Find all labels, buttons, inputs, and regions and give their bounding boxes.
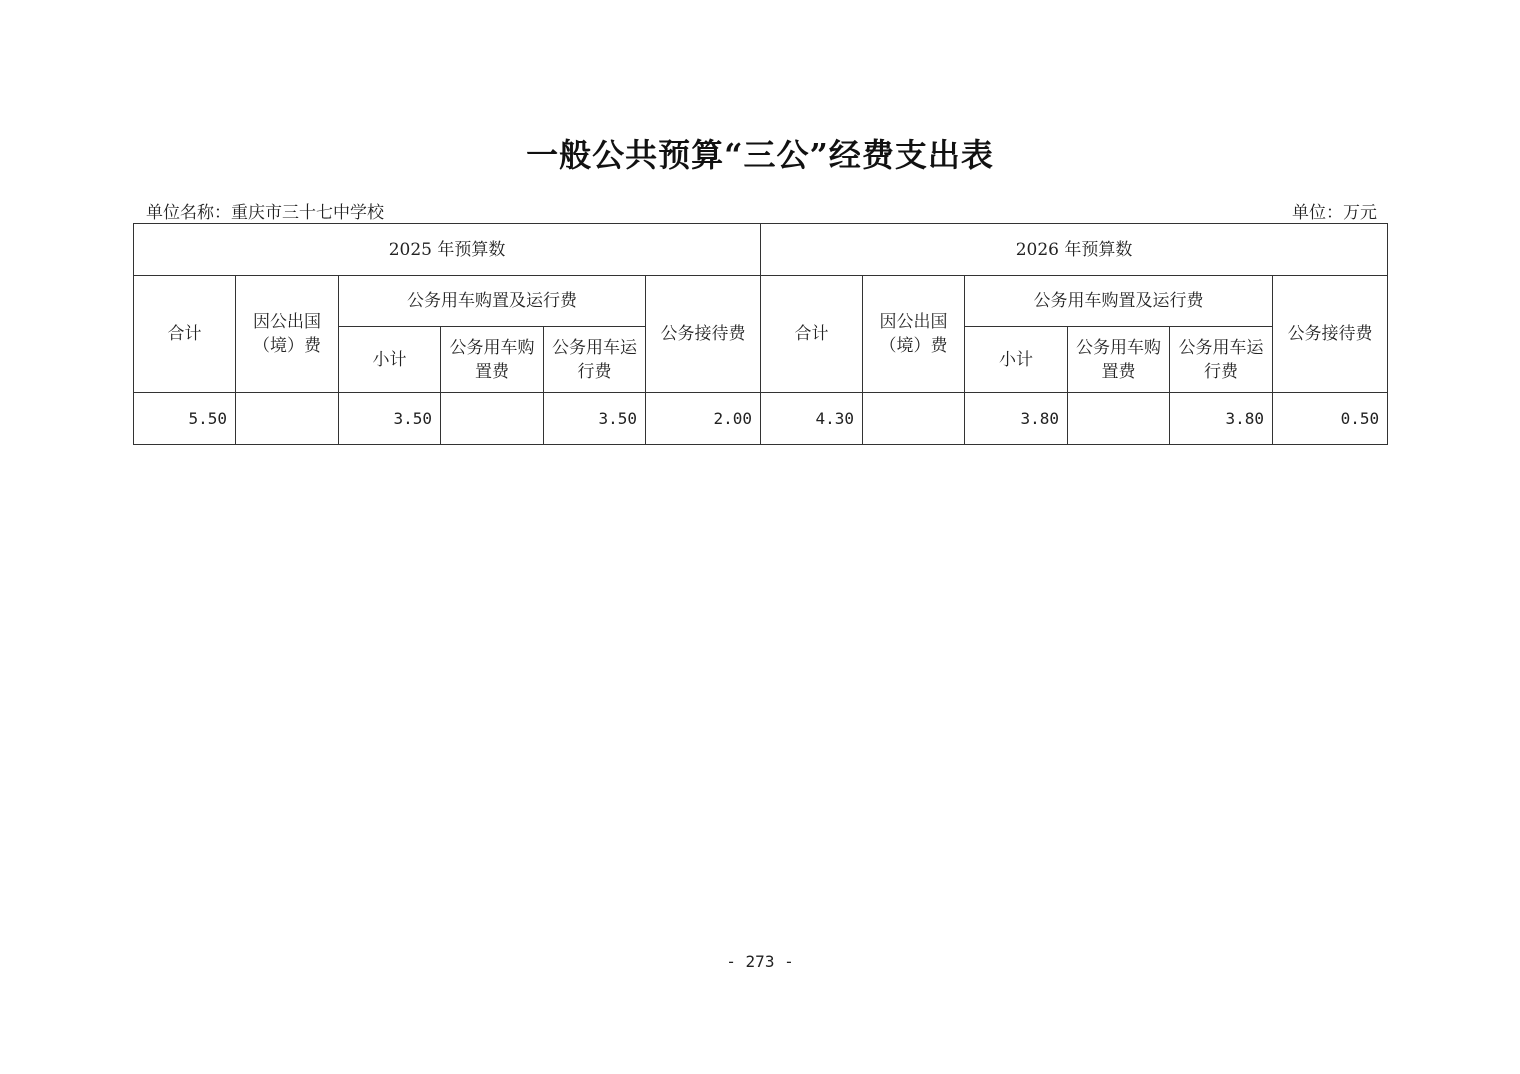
cell-total-2025: 5.50 bbox=[134, 393, 236, 445]
page-number: - 273 - bbox=[726, 952, 794, 971]
cell-abroad-2025 bbox=[236, 393, 339, 445]
cell-vehicle-operation-2026: 3.80 bbox=[1170, 393, 1273, 445]
column-header-row bbox=[134, 276, 1388, 327]
budget-table bbox=[133, 223, 1388, 445]
unit-label: 单位：万元 bbox=[1292, 203, 1377, 223]
header-reception-2026: 公务接待费 bbox=[1273, 276, 1388, 393]
header-vehicle-purchase-2026: 公务用车购置费 bbox=[1068, 327, 1170, 393]
cell-reception-2026: 0.50 bbox=[1273, 393, 1388, 445]
cell-vehicle-operation-2025: 3.50 bbox=[544, 393, 646, 445]
header-reception-2025: 公务接待费 bbox=[646, 276, 761, 393]
cell-vehicle-purchase-2025 bbox=[441, 393, 544, 445]
cell-total-2026: 4.30 bbox=[761, 393, 863, 445]
header-subtotal-2025: 小计 bbox=[339, 327, 441, 393]
header-subtotal-2026: 小计 bbox=[965, 327, 1068, 393]
cell-abroad-2026 bbox=[863, 393, 965, 445]
year-header-2025: 2025 年预算数 bbox=[134, 224, 761, 276]
header-total-2025: 合计 bbox=[134, 276, 236, 393]
header-abroad-2026: 因公出国（境）费 bbox=[863, 276, 965, 393]
cell-reception-2025: 2.00 bbox=[646, 393, 761, 445]
header-total-2026: 合计 bbox=[761, 276, 863, 393]
header-vehicle-operation-2025: 公务用车运行费 bbox=[544, 327, 646, 393]
header-abroad-2025: 因公出国（境）费 bbox=[236, 276, 339, 393]
page-title: 一般公共预算“三公”经费支出表 bbox=[526, 136, 994, 174]
year-header-2026: 2026 年预算数 bbox=[761, 224, 1388, 276]
header-vehicle-group-2025: 公务用车购置及运行费 bbox=[339, 276, 646, 327]
unit-name-label: 单位名称：重庆市三十七中学校 bbox=[146, 203, 384, 223]
header-vehicle-purchase-2025: 公务用车购置费 bbox=[441, 327, 544, 393]
year-header-row bbox=[134, 224, 1388, 276]
table-row bbox=[134, 393, 1388, 445]
cell-vehicle-purchase-2026 bbox=[1068, 393, 1170, 445]
cell-subtotal-2026: 3.80 bbox=[965, 393, 1068, 445]
header-vehicle-operation-2026: 公务用车运行费 bbox=[1170, 327, 1273, 393]
header-vehicle-group-2026: 公务用车购置及运行费 bbox=[965, 276, 1273, 327]
cell-subtotal-2025: 3.50 bbox=[339, 393, 441, 445]
